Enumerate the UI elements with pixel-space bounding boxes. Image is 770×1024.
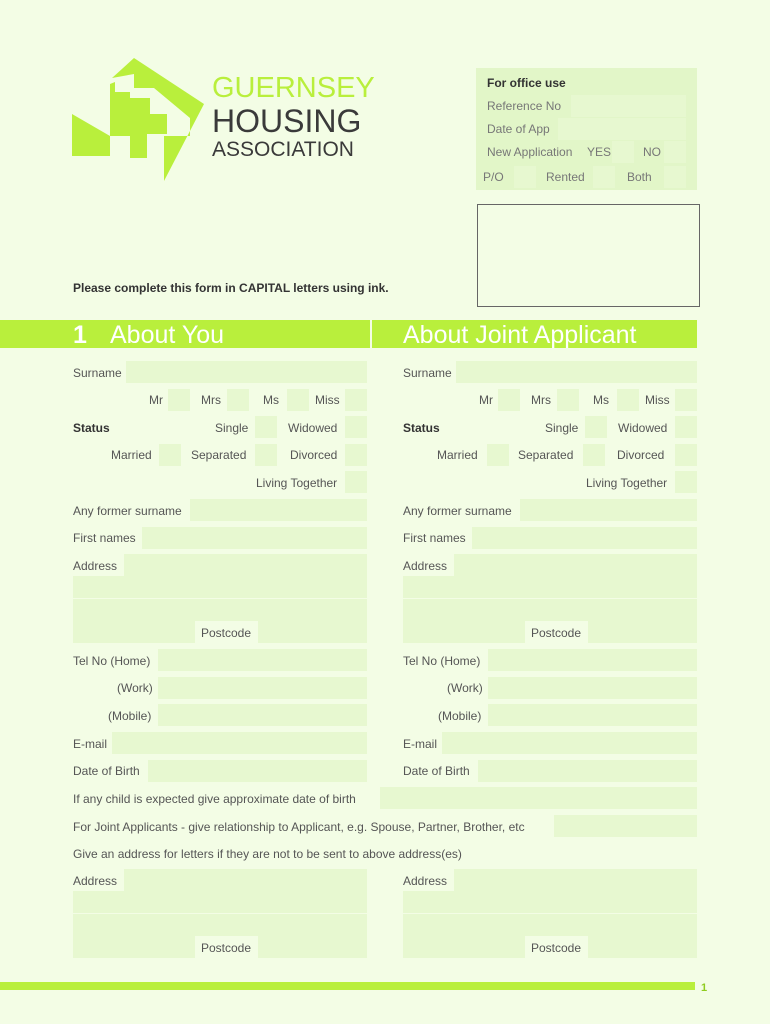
joint-tel-mobile-label: (Mobile)	[438, 709, 482, 723]
address-field-1[interactable]	[124, 554, 367, 576]
photo-box	[477, 204, 700, 307]
status-label: Status	[73, 421, 110, 435]
miss-label: Miss	[315, 393, 340, 407]
logo-line-housing: HOUSING	[212, 103, 362, 139]
letters-address-field-4[interactable]	[73, 936, 195, 958]
joint-married-label: Married	[437, 448, 478, 462]
dob-label: Date of Birth	[73, 764, 140, 778]
tel-home-label: Tel No (Home)	[73, 654, 151, 668]
surname-field[interactable]	[126, 361, 367, 383]
new-application-label: New Application	[487, 145, 573, 159]
joint-single-label: Single	[545, 421, 579, 435]
ms-checkbox[interactable]	[287, 389, 309, 411]
page-number: 1	[701, 982, 708, 994]
address-field-3[interactable]	[73, 599, 367, 621]
reference-label: Reference No	[487, 99, 562, 113]
letters-address-label-left: Address	[73, 874, 118, 888]
joint-mr-checkbox[interactable]	[498, 389, 520, 411]
joint-letters-postcode-label: Postcode	[531, 941, 582, 955]
miss-checkbox[interactable]	[345, 389, 367, 411]
joint-address-field-1[interactable]	[454, 554, 697, 576]
single-label: Single	[215, 421, 249, 435]
living-together-checkbox[interactable]	[345, 471, 367, 493]
joint-surname-field[interactable]	[456, 361, 697, 383]
joint-letters-address-field-1[interactable]	[454, 869, 697, 891]
address-field-4[interactable]	[73, 621, 195, 643]
tel-work-field[interactable]	[158, 677, 367, 699]
living-together-label: Living Together	[256, 476, 338, 490]
tel-work-label: (Work)	[117, 681, 153, 695]
joint-address-field-4[interactable]	[403, 621, 525, 643]
single-checkbox[interactable]	[255, 416, 277, 438]
tel-mobile-label: (Mobile)	[108, 709, 152, 723]
joint-miss-checkbox[interactable]	[675, 389, 697, 411]
joint-separated-checkbox[interactable]	[583, 444, 605, 466]
about-you-title: About You	[110, 321, 225, 349]
yes-checkbox[interactable]	[612, 141, 634, 163]
widowed-label: Widowed	[288, 421, 338, 435]
tel-home-field[interactable]	[158, 649, 367, 671]
joint-tel-work-label: (Work)	[447, 681, 483, 695]
joint-status-label: Status	[403, 421, 440, 435]
joint-postcode-label: Postcode	[531, 626, 582, 640]
rented-checkbox[interactable]	[593, 166, 615, 188]
dob-field[interactable]	[148, 760, 367, 782]
joint-letters-address-label: Address	[403, 874, 448, 888]
about-joint-applicant-title: About Joint Applicant	[403, 321, 637, 349]
child-expected-label: If any child is expected give approximate date of birth	[73, 792, 356, 806]
joint-tel-home-field[interactable]	[488, 649, 697, 671]
joint-divorced-checkbox[interactable]	[675, 444, 697, 466]
both-checkbox[interactable]	[664, 166, 686, 188]
address-label: Address	[73, 559, 118, 573]
joint-first-names-label: First names	[403, 531, 466, 545]
letters-postcode-label: Postcode	[201, 941, 252, 955]
first-names-field[interactable]	[142, 527, 367, 549]
postcode-field[interactable]	[258, 621, 367, 643]
joint-single-checkbox[interactable]	[585, 416, 607, 438]
joint-address-field-2[interactable]	[403, 576, 697, 598]
logo-line-association: ASSOCIATION	[212, 138, 354, 161]
po-checkbox[interactable]	[514, 166, 536, 188]
joint-address-label: Address	[403, 559, 448, 573]
email-label: E-mail	[73, 737, 108, 751]
joint-former-surname-field[interactable]	[520, 499, 697, 521]
joint-surname-label: Surname	[403, 366, 452, 380]
first-names-label: First names	[73, 531, 136, 545]
no-label: NO	[643, 145, 661, 159]
joint-first-names-field[interactable]	[472, 527, 697, 549]
joint-dob-label: Date of Birth	[403, 764, 470, 778]
joint-relationship-field[interactable]	[554, 815, 697, 837]
joint-letters-address-field-2[interactable]	[403, 891, 697, 913]
joint-living-together-label: Living Together	[586, 476, 668, 490]
address-field-2[interactable]	[73, 576, 367, 598]
date-of-app-field[interactable]	[558, 118, 686, 140]
date-of-app-label: Date of App	[487, 122, 550, 136]
joint-relationship-label: For Joint Applicants - give relationship to Applicant, e.g. Spouse, Partner, Brother, etc	[73, 820, 525, 834]
joint-mrs-label: Mrs	[531, 393, 551, 407]
yes-label: YES	[587, 145, 612, 159]
joint-ms-checkbox[interactable]	[617, 389, 639, 411]
former-surname-label: Any former surname	[73, 504, 182, 518]
letters-address-field-3[interactable]	[73, 914, 367, 936]
joint-widowed-label: Widowed	[618, 421, 668, 435]
joint-email-label: E-mail	[403, 737, 438, 751]
instruction-text: Please complete this form in CAPITAL letters using ink.	[73, 281, 389, 295]
joint-tel-mobile-field[interactable]	[488, 704, 697, 726]
po-label: P/O	[483, 170, 504, 184]
joint-postcode-field[interactable]	[588, 621, 697, 643]
joint-address-field-3[interactable]	[403, 599, 697, 621]
divorced-checkbox[interactable]	[345, 444, 367, 466]
ms-label: Ms	[263, 393, 279, 407]
letters-address-label: Give an address for letters if they are not to be sent to above address(es)	[73, 847, 462, 861]
joint-ms-label: Ms	[593, 393, 609, 407]
no-checkbox[interactable]	[664, 141, 686, 163]
rented-label: Rented	[546, 170, 585, 184]
email-field[interactable]	[112, 732, 367, 754]
separated-checkbox[interactable]	[255, 444, 277, 466]
mrs-checkbox[interactable]	[227, 389, 249, 411]
separated-label: Separated	[191, 448, 247, 462]
footer-bar	[0, 982, 695, 990]
widowed-checkbox[interactable]	[345, 416, 367, 438]
letters-postcode-field[interactable]	[258, 936, 367, 958]
joint-widowed-checkbox[interactable]	[675, 416, 697, 438]
logo	[72, 56, 392, 186]
mr-checkbox[interactable]	[168, 389, 190, 411]
divorced-label: Divorced	[290, 448, 338, 462]
joint-dob-field[interactable]	[478, 760, 697, 782]
joint-letters-address-field-4[interactable]	[403, 936, 525, 958]
reference-field[interactable]	[571, 95, 686, 117]
joint-divorced-label: Divorced	[617, 448, 665, 462]
letters-address-field-1[interactable]	[124, 869, 367, 891]
tel-mobile-field[interactable]	[158, 704, 367, 726]
letters-address-field-2[interactable]	[73, 891, 367, 913]
joint-separated-label: Separated	[518, 448, 574, 462]
mr-label: Mr	[149, 393, 163, 407]
joint-letters-address-field-3[interactable]	[403, 914, 697, 936]
joint-tel-work-field[interactable]	[488, 677, 697, 699]
joint-email-field[interactable]	[442, 732, 697, 754]
joint-mrs-checkbox[interactable]	[557, 389, 579, 411]
married-label: Married	[111, 448, 152, 462]
joint-miss-label: Miss	[645, 393, 670, 407]
office-use-title: For office use	[487, 76, 566, 90]
logo-line-guernsey: GUERNSEY	[212, 72, 375, 104]
joint-living-together-checkbox[interactable]	[675, 471, 697, 493]
joint-letters-postcode-field[interactable]	[588, 936, 697, 958]
former-surname-field[interactable]	[190, 499, 367, 521]
section-number: 1	[73, 321, 87, 349]
surname-label: Surname	[73, 366, 122, 380]
joint-former-surname-label: Any former surname	[403, 504, 512, 518]
joint-mr-label: Mr	[479, 393, 493, 407]
both-label: Both	[627, 170, 652, 184]
house-logo-icon	[72, 56, 212, 186]
mrs-label: Mrs	[201, 393, 221, 407]
office-use-panel	[476, 68, 697, 190]
joint-tel-home-label: Tel No (Home)	[403, 654, 481, 668]
postcode-label: Postcode	[201, 626, 252, 640]
married-checkbox[interactable]	[159, 444, 181, 466]
joint-married-checkbox[interactable]	[487, 444, 509, 466]
child-expected-field[interactable]	[380, 787, 697, 809]
